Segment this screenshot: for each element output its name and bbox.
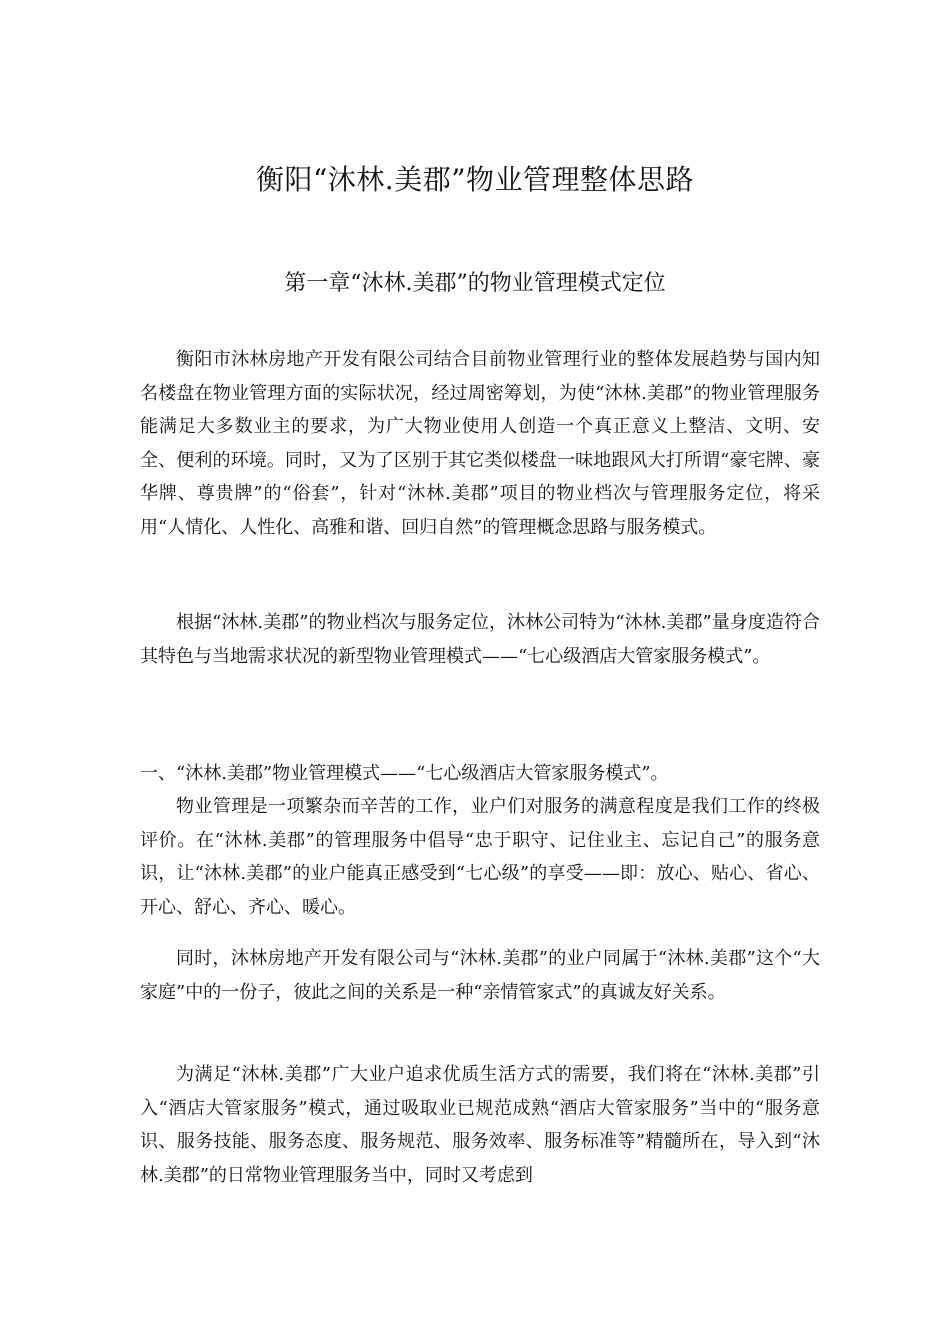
paragraph-intro: 衡阳市沐林房地产开发有限公司结合目前物业管理行业的整体发展趋势与国内知名楼盘在物业管理方面的实际状况，经过周密筹划，为使“沐林.美郡”的物业管理服务能满足大多数业主的要求，为广大物业使用人创造一个真正意义上整洁、文明、安全、便利的环境。同时，又为了区别于其它类似楼盘一味地跟风大打所谓“豪宅牌、豪华牌、尊贵牌”的“俗套”，针对“沐林.美郡”项目的物业档次与管理服务定位，将采用“人情化、人性化、高雅和谐、回归自然”的管理概念思路与服务模式。: [140, 349, 820, 538]
paragraph-hotel-butler: 为满足“沐林.美郡”广大业户追求优质生活方式的需要，我们将在“沐林.美郡”引入“酒店大管家服务”模式，通过吸取业已规范成熟“酒店大管家服务”当中的“服务意识、服务技能、服务态度、服务规范、服务效率、服务标准等”精髓所在，导入到“沐林.美郡”的日常物业管理服务当中，同时又考虑到: [140, 1064, 820, 1186]
paragraph-positioning: 根据“沐林.美郡”的物业档次与服务定位，沐林公司特为“沐林.美郡”量身度造符合其特色与当地需求状况的新型物业管理模式——“七心级酒店大管家服务模式”。: [140, 612, 820, 667]
chapter-title: 第一章“沐林.美郡”的物业管理模式定位: [284, 271, 666, 296]
section-heading: 一、“沐林.美郡”物业管理模式——“七心级酒店大管家服务模式”。: [140, 763, 669, 784]
document-title: 衡阳“沐林.美郡”物业管理整体思路: [255, 163, 695, 196]
paragraph-service-concept: 物业管理是一项繁杂而辛苦的工作，业户们对服务的满意程度是我们工作的终极评价。在“沐林.美郡”的管理服务中倡导“忠于职守、记住业主、忘记自己”的服务意识，让“沐林.美郡”的业户能真正感受到“七心级”的享受——即：放心、贴心、省心、开心、舒心、齐心、暖心。: [140, 796, 820, 918]
paragraph-relationship: 同时，沐林房地产开发有限公司与“沐林.美郡”的业户同属于“沐林.美郡”这个“大家庭”中的一份子，彼此之间的关系是一种“亲情管家式”的真诚友好关系。: [140, 948, 820, 1003]
